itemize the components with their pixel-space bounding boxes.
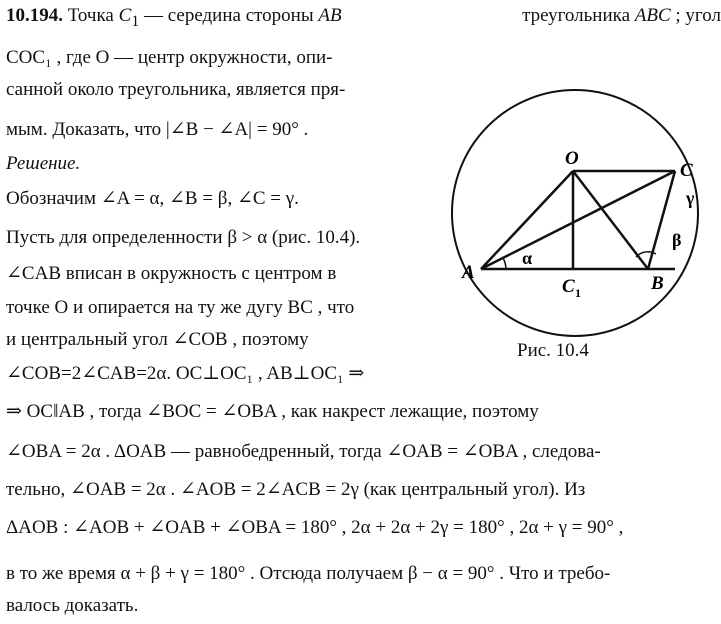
- solution-heading: Решение.: [6, 153, 81, 174]
- solution-line-10: ΔAOB : ∠AOB + ∠OAB + ∠OBA = 180° , 2α + 2α + 2γ = 180° , 2α + γ = 90° ,: [6, 517, 624, 538]
- figure-caption: Рис. 10.4: [517, 340, 589, 361]
- label-C: C: [680, 160, 693, 181]
- solution-line-4: точке O и опирается на ту же дугу BC , что: [6, 297, 355, 318]
- problem-number: 10.194.: [6, 5, 63, 26]
- label-gamma: γ: [686, 188, 695, 208]
- solution-line-3: ∠CAB вписан в окружность с центром в: [6, 263, 337, 284]
- problem-line-1: 10.194. Точка $C_1$ — середина стороны AB треугольника ABC ; угол: [6, 5, 721, 30]
- label-alpha: α: [522, 248, 533, 268]
- segment-AC: [481, 171, 675, 269]
- solution-line-8: ∠OBA = 2α . ΔOAB — равнобедренный, тогда ∠OAB = ∠OBA , следова-: [6, 441, 601, 462]
- label-C1-subscript: 1: [575, 286, 581, 300]
- label-A: A: [462, 262, 475, 283]
- problem-line-3: санной около треугольника, является пря-: [6, 79, 346, 100]
- solution-line-7: ⇒ OC‖AB , тогда ∠BOC = ∠OBA , как накрест лежащие, поэтому: [6, 401, 539, 422]
- label-beta: β: [672, 230, 682, 250]
- segment-BC: [648, 171, 675, 269]
- solution-line-11: в то же время α + β + γ = 180° . Отсюда получаем β − α = 90° . Что и требо-: [6, 563, 611, 584]
- problem-line-2: COC₁ , где O — центр окружности, опи-: [6, 47, 333, 68]
- segment-OB: [573, 171, 648, 269]
- label-C1: C: [562, 276, 575, 297]
- label-B: B: [651, 273, 664, 294]
- problem-line-4: мым. Доказать, что |∠B − ∠A| = 90° .: [6, 119, 309, 140]
- solution-line-2: Пусть для определенности β > α (рис. 10.4).: [6, 227, 361, 248]
- angle-alpha-arc: [503, 258, 506, 269]
- label-O: O: [565, 148, 579, 169]
- solution-line-5: и центральный угол ∠COB , поэтому: [6, 329, 309, 350]
- solution-line-1: Обозначим ∠A = α, ∠B = β, ∠C = γ.: [6, 188, 299, 209]
- solution-line-6: ∠COB=2∠CAB=2α. OC⊥OC₁ , AB⊥OC₁ ⇒: [6, 363, 365, 384]
- geometry-figure: [442, 86, 712, 341]
- solution-line-9: тельно, ∠OAB = 2α . ∠AOB = 2∠ACB = 2γ (как центральный угол). Из: [6, 479, 586, 500]
- solution-line-12: валось доказать.: [6, 595, 139, 616]
